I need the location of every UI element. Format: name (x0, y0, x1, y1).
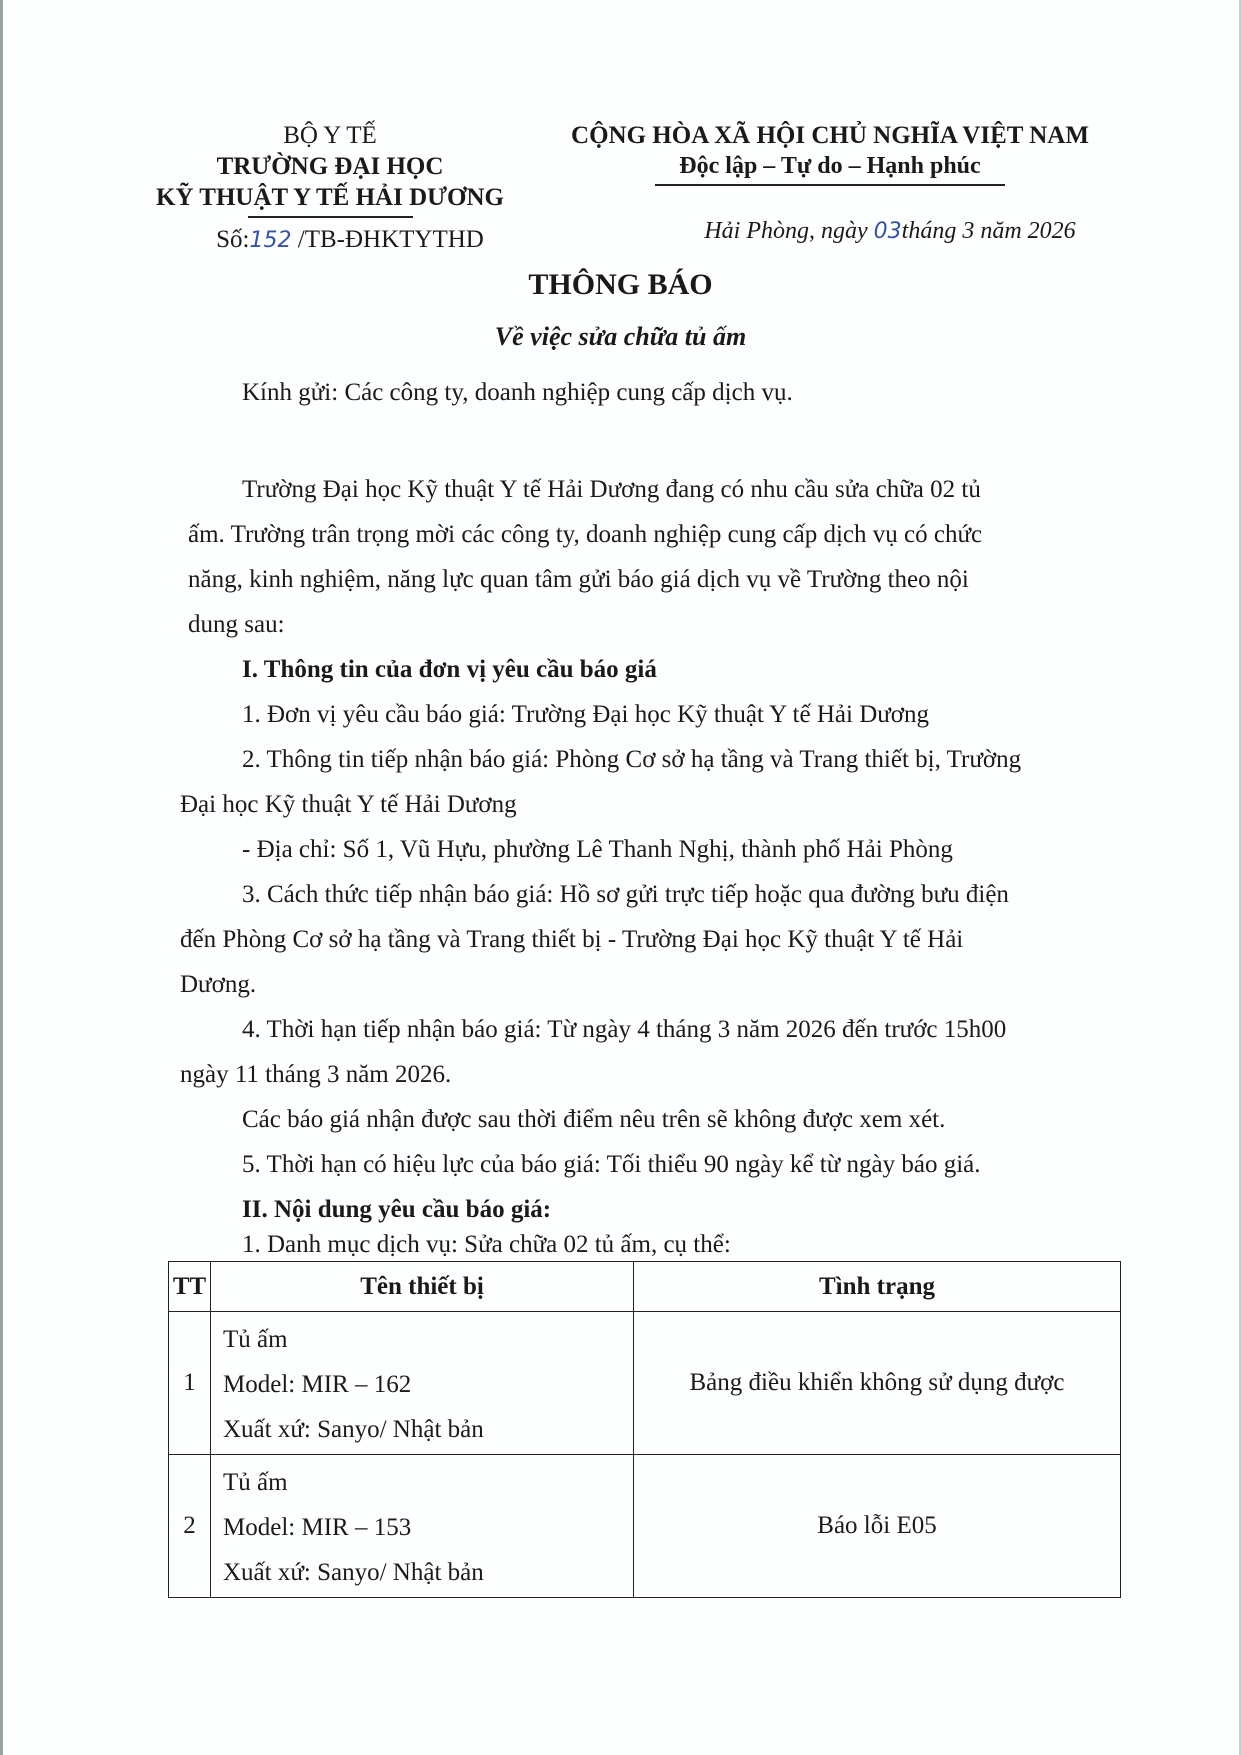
section1-note: Các báo giá nhận được sau thời điểm nêu trên sẽ không được xem xét. (242, 1106, 946, 1133)
national-header (530, 120, 1130, 186)
table-row (169, 1455, 1121, 1598)
section1-address: - Địa chỉ: Số 1, Vũ Hựu, phường Lê Thanh Nghị, thành phố Hải Phòng (242, 836, 953, 863)
number-prefix: Số: (216, 226, 250, 253)
table-header-row (169, 1262, 1121, 1312)
number-suffix: /TB-ĐHKTYTHD (291, 226, 484, 253)
section2-item1: 1. Danh mục dịch vụ: Sửa chữa 02 tủ ấm, cụ thể: (242, 1231, 731, 1258)
device-model: Model: MIR – 153 (223, 1513, 412, 1541)
handwritten-number: 152 (249, 228, 292, 253)
column-header-tt: TT (169, 1262, 211, 1312)
device-name: Tủ ấm (223, 1325, 288, 1353)
document-subtitle: Về việc sửa chữa tủ ấm (494, 322, 747, 351)
section1-item2-line2: Đại học Kỹ thuật Y tế Hải Dương (180, 791, 517, 818)
date-prefix: Hải Phòng, ngày (704, 218, 874, 244)
motto-underline (655, 184, 1005, 186)
section1-item5: 5. Thời hạn có hiệu lực của báo giá: Tối thiểu 90 ngày kể từ ngày báo giá. (242, 1151, 981, 1178)
section1-item4-line2: ngày 11 tháng 3 năm 2026. (180, 1061, 452, 1088)
ministry-name: BỘ Y TẾ (283, 122, 377, 149)
device-cell (211, 1312, 634, 1455)
recipient-line: Kính gửi: Các công ty, doanh nghiệp cung cấp dịch vụ. (242, 379, 793, 406)
section1-item4-line1: 4. Thời hạn tiếp nhận báo giá: Từ ngày 4 tháng 3 năm 2026 đến trước 15h00 (242, 1016, 1007, 1043)
device-origin: Xuất xứ: Sanyo/ Nhật bản (223, 1558, 484, 1586)
date-suffix: tháng 3 năm 2026 (901, 218, 1076, 244)
school-name-line1: TRƯỜNG ĐẠI HỌC (216, 153, 444, 180)
document-title: THÔNG BÁO (528, 268, 713, 301)
page-edge-left (0, 0, 3, 1755)
row-number: 2 (169, 1455, 211, 1598)
intro-line-1: Trường Đại học Kỹ thuật Y tế Hải Dương đang có nhu cầu sửa chữa 02 tủ (242, 476, 981, 503)
national-motto: Độc lập – Tự do – Hạnh phúc (679, 153, 981, 179)
section1-item3-line3: Dương. (180, 971, 257, 998)
school-name-line2: KỸ THUẬT Y TẾ HẢI DƯƠNG (156, 184, 504, 211)
device-status: Bảng điều khiển không sử dụng được (634, 1312, 1121, 1455)
device-model: Model: MIR – 162 (223, 1370, 412, 1398)
section1-item3-line2: đến Phòng Cơ sở hạ tầng và Trang thiết bị - Trường Đại học Kỹ thuật Y tế Hải (180, 926, 964, 953)
section1-item1: 1. Đơn vị yêu cầu báo giá: Trường Đại học Kỹ thuật Y tế Hải Dương (242, 701, 930, 728)
intro-line-4: dung sau: (188, 611, 285, 638)
device-name: Tủ ấm (223, 1468, 288, 1496)
issuer-underline (248, 216, 413, 218)
intro-line-2: ấm. Trường trân trọng mời các công ty, doanh nghiệp cung cấp dịch vụ có chức (188, 521, 983, 548)
section1-item2-line1: 2. Thông tin tiếp nhận báo giá: Phòng Cơ sở hạ tầng và Trang thiết bị, Trường (242, 746, 1022, 773)
section2-heading: II. Nội dung yêu cầu báo giá: (242, 1196, 552, 1223)
device-cell (211, 1455, 634, 1598)
column-header-status: Tình trạng (634, 1262, 1121, 1312)
place-date (620, 218, 1160, 245)
table-row (169, 1312, 1121, 1455)
document-number (150, 226, 550, 254)
country-name: CỘNG HÒA XÃ HỘI CHỦ NGHĨA VIỆT NAM (571, 122, 1089, 149)
column-header-device: Tên thiết bị (211, 1262, 634, 1312)
row-number: 1 (169, 1312, 211, 1455)
issuer-header (120, 120, 540, 218)
device-status: Báo lỗi E05 (634, 1455, 1121, 1598)
section1-heading: I. Thông tin của đơn vị yêu cầu báo giá (242, 656, 657, 683)
section1-item3-line1: 3. Cách thức tiếp nhận báo giá: Hồ sơ gửi trực tiếp hoặc qua đường bưu điện (242, 881, 1009, 908)
intro-line-3: năng, kinh nghiệm, năng lực quan tâm gửi báo giá dịch vụ về Trường theo nội (188, 566, 969, 593)
equipment-table (168, 1261, 1121, 1598)
handwritten-day: 03 (873, 219, 902, 244)
device-origin: Xuất xứ: Sanyo/ Nhật bản (223, 1415, 484, 1443)
